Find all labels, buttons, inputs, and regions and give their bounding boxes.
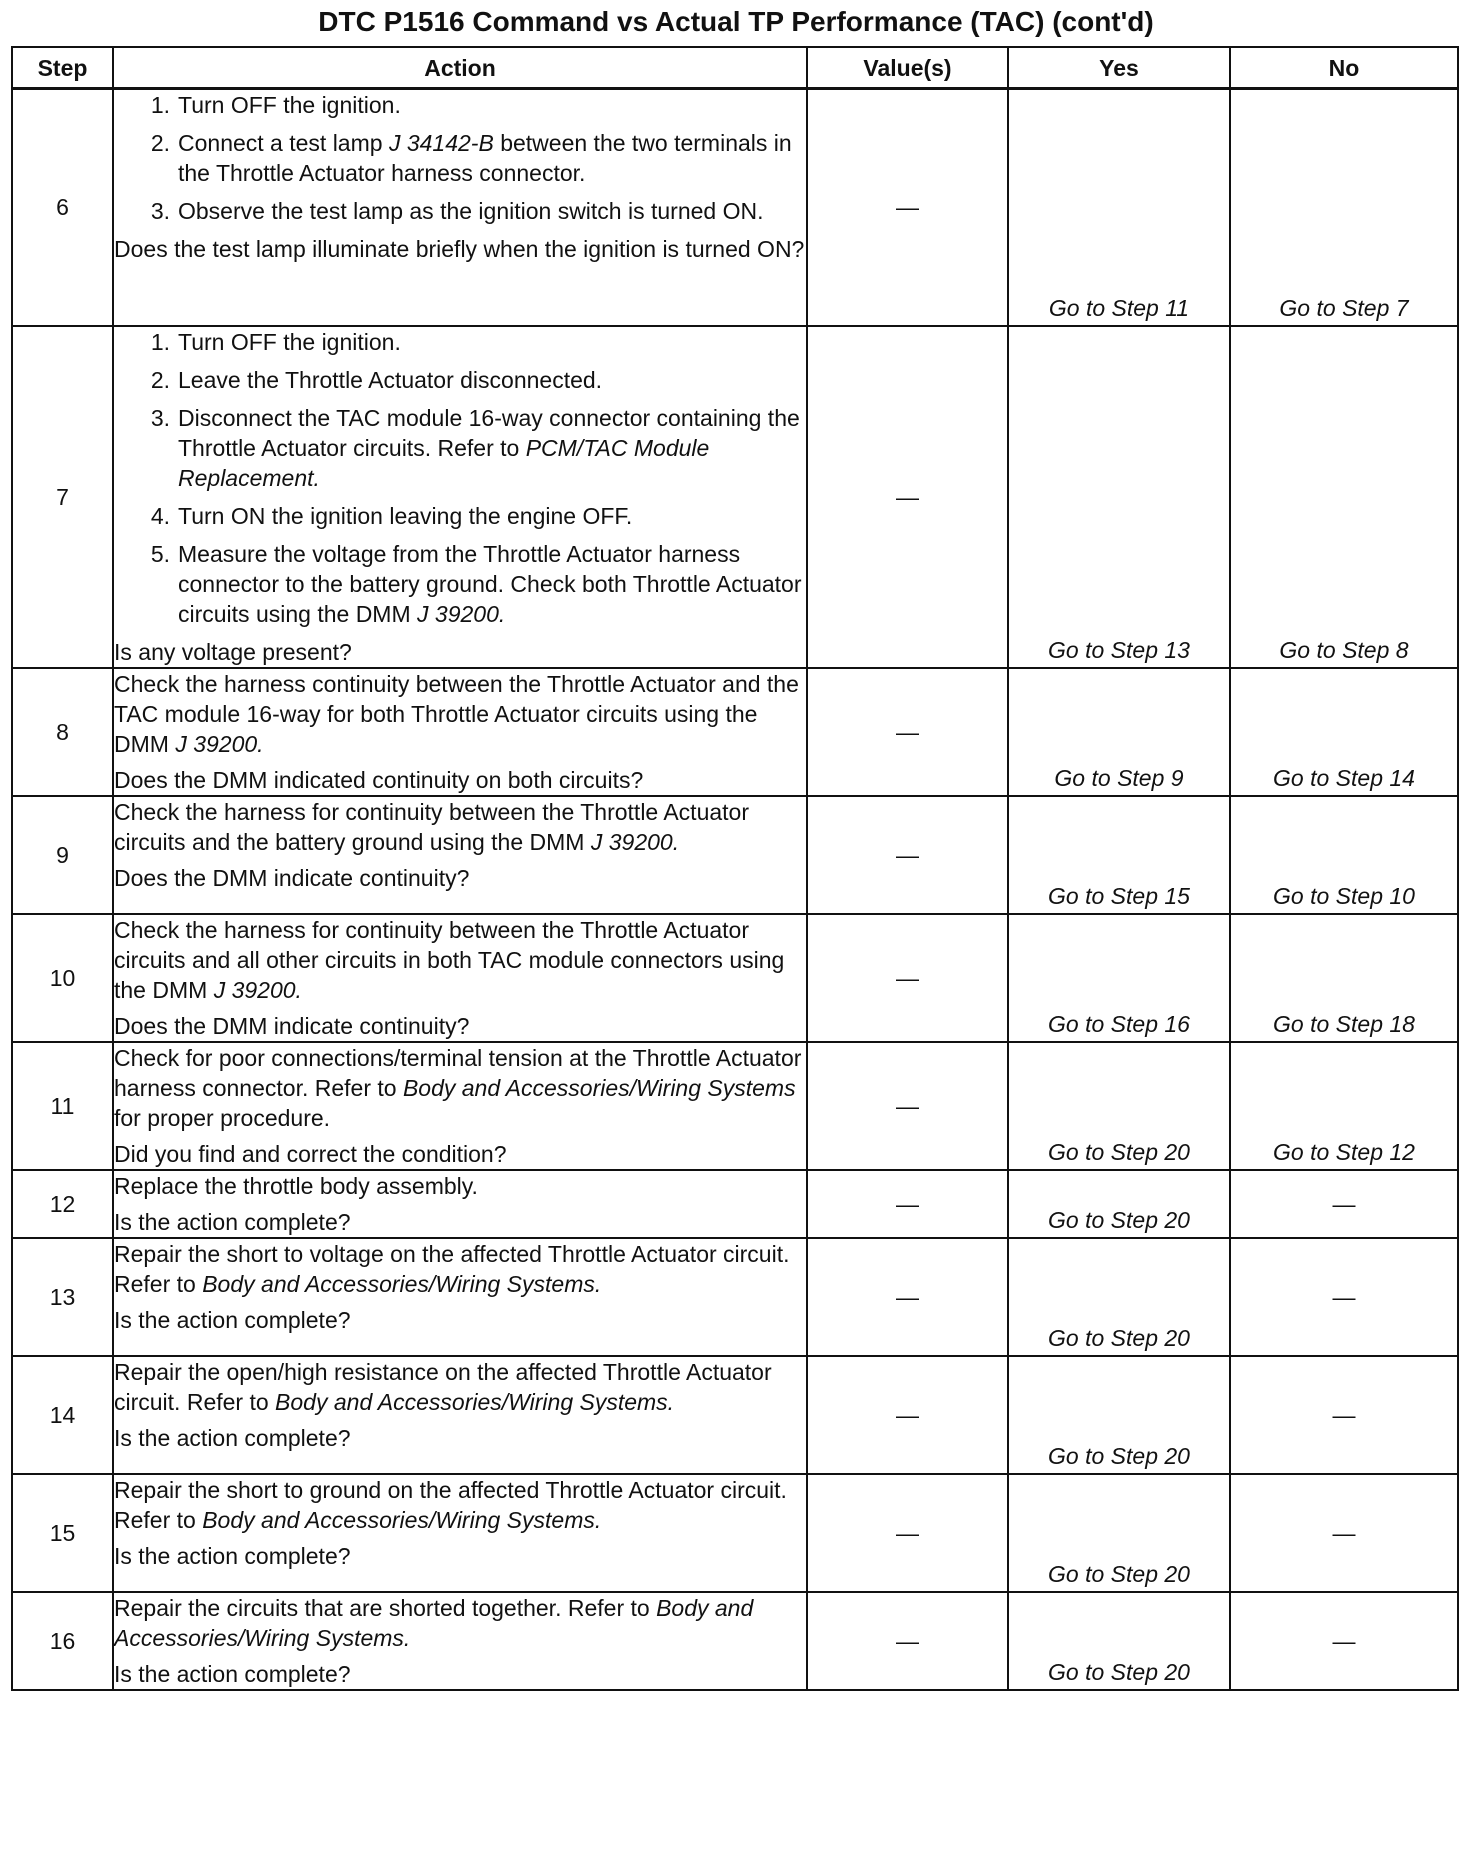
action-text-reference: Body and Accessories/Wiring Systems.: [202, 1506, 602, 1533]
step-number: 16: [12, 1592, 113, 1690]
yes-cell: [1008, 1170, 1230, 1238]
value-cell: —: [807, 1042, 1008, 1170]
action-cell: [113, 1592, 807, 1690]
action-text-reference: J 39200.: [175, 730, 264, 757]
yes-result: Go to Step 20: [1048, 1658, 1190, 1685]
header-no: No: [1230, 47, 1458, 89]
action-text-body: Repair the short to ground on the affected Throttle Actuator circuit. Refer to: [114, 1476, 787, 1533]
step-number: 8: [12, 668, 113, 796]
procedure-item-text: Observe the test lamp as the ignition switch is turned ON.: [178, 198, 764, 224]
step-number: 9: [12, 796, 113, 914]
action-cell: [113, 89, 807, 326]
yes-cell: [1008, 914, 1230, 1042]
procedure-item-text: Disconnect the TAC module 16-way connector containing the Throttle Actuator circuits. Refer to: [178, 404, 800, 461]
action-text-body: Check the harness continuity between the Throttle Actuator and the TAC module 16-way for both Throttle Actuator circuits using the DMM: [114, 670, 799, 757]
procedure-list: [114, 90, 806, 226]
procedure-item-text-tail: between the two terminals in the Throttle Actuator harness connector.: [178, 130, 792, 186]
action-question: Is the action complete?: [114, 1306, 351, 1333]
no-cell: [1230, 326, 1458, 668]
yes-cell: [1008, 1356, 1230, 1474]
action-text-reference: Body and Accessories/Wiring Systems.: [202, 1270, 602, 1297]
yes-result: Go to Step 13: [1048, 636, 1190, 663]
value-cell: —: [807, 1356, 1008, 1474]
action-cell: [113, 796, 807, 914]
action-text: [114, 1475, 806, 1535]
action-question: Does the DMM indicate continuity?: [114, 1012, 470, 1039]
action-question: Does the DMM indicated continuity on both circuits?: [114, 766, 644, 793]
procedure-item-number: 2.: [150, 130, 170, 156]
no-cell: [1230, 89, 1458, 326]
yes-cell: [1008, 668, 1230, 796]
diagnostic-table: [11, 46, 1459, 1691]
action-cell: [113, 1474, 807, 1592]
step-number: 12: [12, 1170, 113, 1238]
no-result: Go to Step 14: [1273, 764, 1415, 791]
procedure-item: [150, 90, 806, 120]
value-cell: —: [807, 796, 1008, 914]
yes-cell: [1008, 1238, 1230, 1356]
action-question: Is the action complete?: [114, 1424, 351, 1451]
procedure-list: [114, 327, 806, 629]
table-row: [12, 1238, 1458, 1356]
table-row: [12, 796, 1458, 914]
action-question: Is any voltage present?: [114, 638, 352, 665]
table-row: [12, 668, 1458, 796]
value-cell: —: [807, 668, 1008, 796]
action-text-body: Check for poor connections/terminal tension at the Throttle Actuator harness connector. Refer to: [114, 1044, 802, 1101]
no-cell: —: [1230, 1356, 1458, 1474]
action-text-body: Check the harness for continuity between the Throttle Actuator circuits and all other circuits in both TAC module connectors using the DMM: [114, 916, 785, 1003]
action-text-body: Repair the circuits that are shorted together. Refer to: [114, 1594, 657, 1621]
table-header-row: [12, 47, 1458, 89]
procedure-item-reference: J 34142-B: [388, 130, 494, 156]
value-cell: —: [807, 89, 1008, 326]
action-text-reference: Body and Accessories/Wiring Systems.: [114, 1594, 754, 1651]
procedure-item-text: Turn OFF the ignition.: [178, 328, 401, 355]
procedure-item-number: 3.: [150, 404, 170, 431]
procedure-item: [150, 365, 806, 395]
no-cell: —: [1230, 1592, 1458, 1690]
action-text-body: Repair the short to voltage on the affected Throttle Actuator circuit. Refer to: [114, 1240, 790, 1297]
yes-result: Go to Step 15: [1048, 882, 1190, 909]
action-cell: [113, 1238, 807, 1356]
no-cell: [1230, 914, 1458, 1042]
action-question: Does the test lamp illuminate briefly when the ignition is turned ON?: [114, 236, 805, 262]
procedure-item-number: 1.: [150, 328, 170, 355]
step-number: 14: [12, 1356, 113, 1474]
table-body: [12, 89, 1458, 1690]
no-cell: [1230, 1042, 1458, 1170]
action-text: [114, 1171, 806, 1201]
table-row: [12, 89, 1458, 326]
yes-cell: [1008, 89, 1230, 326]
procedure-item-number: 3.: [150, 198, 170, 224]
action-text-body: Repair the open/high resistance on the affected Throttle Actuator circuit. Refer to: [114, 1358, 772, 1415]
action-text-body: Check the harness for continuity between the Throttle Actuator circuits and the battery ground using the DMM: [114, 798, 749, 855]
procedure-item-text: Leave the Throttle Actuator disconnected.: [178, 366, 603, 393]
yes-result: Go to Step 20: [1048, 1206, 1190, 1233]
table-row: [12, 914, 1458, 1042]
procedure-item-text: Measure the voltage from the Throttle Actuator harness connector to the battery ground. Check both Throttle Actuator circuits using the DMM: [178, 540, 802, 627]
action-question: Is the action complete?: [114, 1660, 351, 1687]
yes-result: Go to Step 9: [1054, 764, 1184, 791]
no-result: Go to Step 12: [1273, 1138, 1415, 1165]
table-row: [12, 1356, 1458, 1474]
procedure-item-number: 5.: [150, 540, 170, 567]
action-text: [114, 797, 806, 857]
table-row: [12, 1170, 1458, 1238]
yes-cell: [1008, 326, 1230, 668]
no-cell: [1230, 796, 1458, 914]
no-result: Go to Step 7: [1279, 294, 1409, 321]
yes-result: Go to Step 11: [1048, 294, 1190, 321]
procedure-item-reference: PCM/TAC Module Replacement.: [178, 434, 710, 491]
table-row: [12, 1474, 1458, 1592]
value-cell: —: [807, 1238, 1008, 1356]
value-cell: —: [807, 1170, 1008, 1238]
procedure-item: [150, 403, 806, 493]
no-cell: —: [1230, 1170, 1458, 1238]
table-row: [12, 326, 1458, 668]
yes-cell: [1008, 1042, 1230, 1170]
page-title: DTC P1516 Command vs Actual TP Performance (TAC) (cont'd): [318, 6, 1154, 37]
action-text-reference: J 39200.: [590, 828, 680, 855]
step-number: 11: [12, 1042, 113, 1170]
value-cell: —: [807, 1592, 1008, 1690]
action-text-reference: Body and Accessories/Wiring Systems.: [275, 1388, 675, 1415]
yes-result: Go to Step 16: [1048, 1010, 1190, 1037]
action-cell: [113, 1356, 807, 1474]
no-result: Go to Step 8: [1279, 636, 1409, 663]
action-question: Did you find and correct the condition?: [114, 1140, 507, 1167]
action-cell: [113, 914, 807, 1042]
action-cell: [113, 668, 807, 796]
action-text: [114, 669, 806, 759]
yes-cell: [1008, 1592, 1230, 1690]
no-cell: —: [1230, 1238, 1458, 1356]
action-cell: [113, 1170, 807, 1238]
yes-cell: [1008, 1474, 1230, 1592]
table-row: [12, 1042, 1458, 1170]
action-text-reference: J 39200.: [213, 976, 302, 1003]
procedure-item: [150, 501, 806, 531]
action-text: [114, 915, 806, 1005]
value-cell: —: [807, 1474, 1008, 1592]
procedure-item: [150, 128, 806, 188]
header-step: Step: [12, 47, 113, 89]
action-question: Does the DMM indicate continuity?: [114, 864, 470, 891]
action-cell: [113, 1042, 807, 1170]
procedure-item-number: 1.: [150, 92, 170, 118]
action-cell: [113, 326, 807, 668]
no-result: Go to Step 10: [1273, 882, 1415, 909]
no-cell: —: [1230, 1474, 1458, 1592]
yes-result: Go to Step 20: [1048, 1138, 1190, 1165]
procedure-item-text: Turn OFF the ignition.: [178, 92, 401, 118]
action-question: Is the action complete?: [114, 1208, 351, 1235]
step-number: 10: [12, 914, 113, 1042]
procedure-item-text: Turn ON the ignition leaving the engine OFF.: [178, 502, 633, 529]
procedure-item: [150, 327, 806, 357]
value-cell: —: [807, 326, 1008, 668]
action-text: [114, 1043, 806, 1133]
action-text: [114, 1239, 806, 1299]
yes-result: Go to Step 20: [1048, 1442, 1190, 1469]
procedure-item-reference: J 39200.: [417, 600, 506, 627]
action-text-tail: for proper procedure.: [114, 1104, 331, 1131]
header-values: Value(s): [807, 47, 1008, 89]
step-number: 6: [12, 89, 113, 326]
step-number: 13: [12, 1238, 113, 1356]
action-text-body: Replace the throttle body assembly.: [114, 1172, 478, 1199]
no-result: Go to Step 18: [1273, 1010, 1415, 1037]
procedure-item: [150, 539, 806, 629]
yes-cell: [1008, 796, 1230, 914]
table-row: [12, 1592, 1458, 1690]
step-number: 15: [12, 1474, 113, 1592]
value-cell: —: [807, 914, 1008, 1042]
procedure-item: [150, 196, 806, 226]
step-number: 7: [12, 326, 113, 668]
procedure-item-text: Connect a test lamp: [178, 130, 389, 156]
action-text: [114, 1593, 806, 1653]
action-text: [114, 1357, 806, 1417]
procedure-item-number: 4.: [150, 502, 170, 529]
header-action: Action: [113, 47, 807, 89]
action-question: Is the action complete?: [114, 1542, 351, 1569]
yes-result: Go to Step 20: [1048, 1560, 1190, 1587]
yes-result: Go to Step 20: [1048, 1324, 1190, 1351]
header-yes: Yes: [1008, 47, 1230, 89]
action-text-reference: Body and Accessories/Wiring Systems: [402, 1074, 796, 1101]
procedure-item-number: 2.: [150, 366, 170, 393]
no-cell: [1230, 668, 1458, 796]
